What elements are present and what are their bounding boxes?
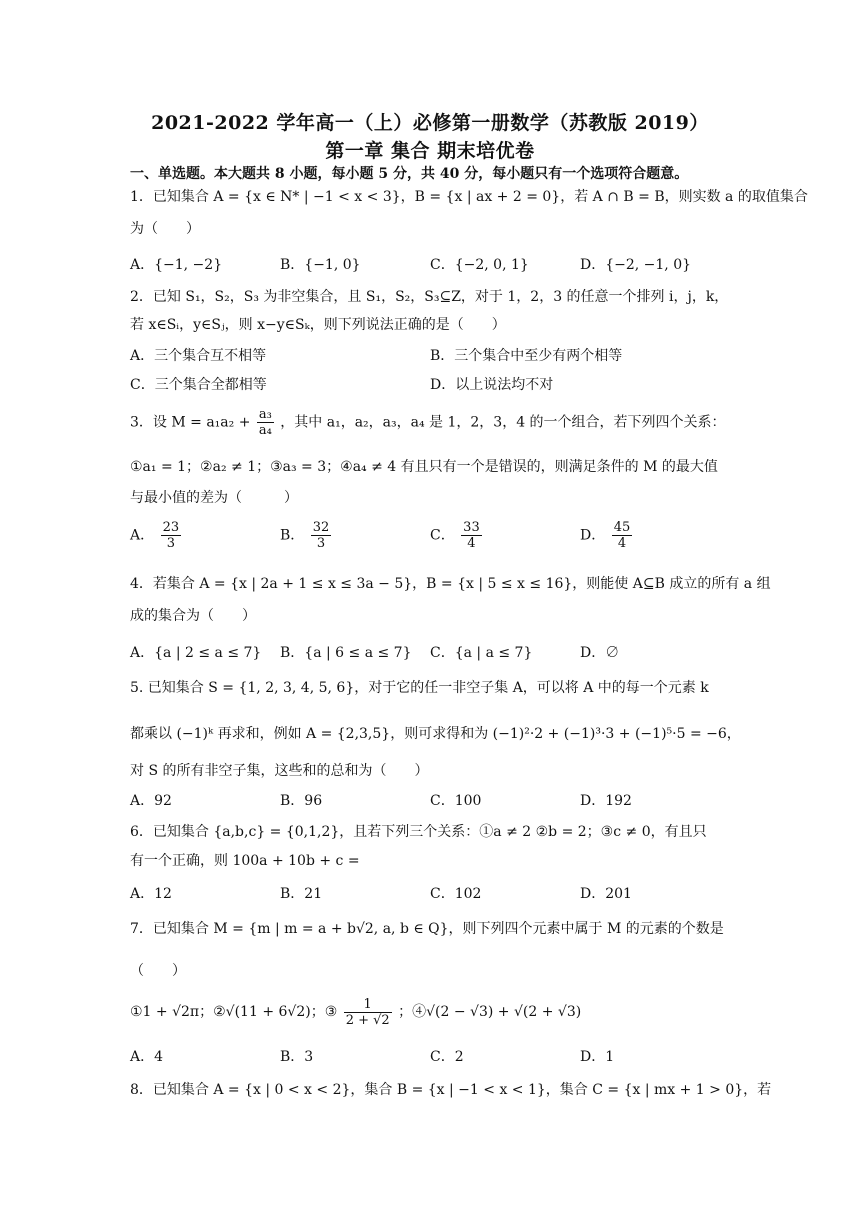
q3-option-c-frac xyxy=(461,520,482,551)
q7-items-part1: ①1 + √2π；②√(11 + 6√2)；③ xyxy=(130,1004,338,1020)
q7-stem-cont: （ ） xyxy=(130,963,186,979)
q5-option-d: D．192 xyxy=(580,793,632,809)
q3-d-num: 45 xyxy=(613,520,631,535)
q2-option-c: C．三个集合全都相等 xyxy=(130,377,267,393)
q3-fraction-num: a₃ xyxy=(258,407,272,422)
q5-stem-cont: 都乘以 (−1)ᵏ 再求和，例如 A = {2,3,5}，则可求得和为 (−1)²·2 + (−1)³·3 + (−1)⁵·5 = −6， xyxy=(130,726,741,742)
q5-option-a: A．92 xyxy=(130,793,172,809)
q3-option-a xyxy=(130,520,183,551)
q3-option-c-label: C． xyxy=(430,527,455,544)
q2-stem-cont: 若 x∈Sᵢ，y∈Sⱼ，则 x−y∈Sₖ，则下列说法正确的是（ ） xyxy=(130,317,506,333)
q2-option-a: A．三个集合互不相等 xyxy=(130,348,267,364)
q2-stem: 2．已知 S₁，S₂，S₃ 为非空集合，且 S₁，S₂，S₃⊆Z，对于 1，2，3 的任意一个排列 i，j，k， xyxy=(130,289,729,305)
q3-stem-cont2: 与最小值的差为（ ） xyxy=(130,490,298,506)
q1-stem-cont: 为（ ） xyxy=(130,221,200,237)
q4-option-a: A．{a | 2 ≤ a ≤ 7} xyxy=(130,645,262,661)
q3-option-d xyxy=(580,520,634,551)
q1-stem: 1．已知集合 A = {x ∈ N* | −1 < x < 3}，B = {x | ax + 2 = 0}，若 A ∩ B = B，则实数 a 的取值集合 xyxy=(130,189,808,205)
q3-c-den: 4 xyxy=(467,536,476,551)
section-heading: 一、单选题。本大题共 8 小题，每小题 5 分，共 40 分，每小题只有一个选项符合题意。 xyxy=(130,166,689,182)
q5-stem-cont2: 对 S 的所有非空子集，这些和的总和为（ ） xyxy=(130,763,429,779)
q7-frac-den: 2 + √2 xyxy=(345,1012,390,1028)
q7-frac-num: 1 xyxy=(344,997,392,1013)
q3-option-b xyxy=(280,520,333,551)
q1-option-a: A．{−1, −2} xyxy=(130,257,223,273)
q1-option-d: D．{−2, −1, 0} xyxy=(580,257,692,273)
q3-a-den: 3 xyxy=(166,536,175,551)
q6-stem: 6．已知集合 {a,b,c} = {0,1,2}，且若下列三个关系：①a ≠ 2 ②b = 2；③c ≠ 0，有且只 xyxy=(130,824,707,840)
q3-option-c xyxy=(430,520,484,551)
q4-stem-cont: 成的集合为（ ） xyxy=(130,608,256,624)
q3-option-d-frac xyxy=(612,520,633,551)
q3-c-num: 33 xyxy=(463,520,480,535)
q3-b-den: 3 xyxy=(316,536,326,551)
q7-option-d: D．1 xyxy=(580,1049,615,1065)
q7-option-c: C．2 xyxy=(430,1049,464,1065)
q3-option-d-label: D． xyxy=(580,527,606,544)
q3-stem-suffix: ，其中 a₁，a₂，a₃，a₄ 是 1，2，3，4 的一个组合，若下列四个关系： xyxy=(280,414,726,431)
q5-stem: 5. 已知集合 S = {1, 2, 3, 4, 5, 6}，对于它的任一非空子集 A，可以将 A 中的每一个元素 k xyxy=(130,680,709,696)
q3-stem-cont: ①a₁ = 1；②a₂ ≠ 1；③a₃ = 3；④a₄ ≠ 4 有且只有一个是错误的，则满足条件的 M 的最大值 xyxy=(130,459,718,475)
q6-stem-cont: 有一个正确，则 100a + 10b + c = xyxy=(130,853,360,869)
q7-option-a: A．4 xyxy=(130,1049,164,1065)
q7-items xyxy=(130,996,734,1028)
q4-option-d: D．∅ xyxy=(580,645,620,661)
q4-option-b: B．{a | 6 ≤ a ≤ 7} xyxy=(280,645,412,661)
q5-option-b: B．96 xyxy=(280,793,323,809)
q6-option-d: D．201 xyxy=(580,886,632,902)
q3-b-num: 32 xyxy=(312,520,330,535)
q3-fraction xyxy=(257,407,274,438)
q3-option-b-label: B． xyxy=(280,527,305,544)
q7-stem: 7．已知集合 M = {m | m = a + b√2, a, b ∈ Q}，则下列四个元素中属于 M 的元素的个数是 xyxy=(130,921,724,937)
doc-title: 2021-2022 学年高一（上）必修第一册数学（苏教版 2019） xyxy=(151,112,709,134)
q6-option-b: B．21 xyxy=(280,886,323,902)
q7-items-part2: ；④√(2 − √3) + √(2 + √3) xyxy=(398,1004,582,1020)
doc-subtitle: 第一章 集合 期末培优卷 xyxy=(325,140,535,162)
q2-option-d: D．以上说法均不对 xyxy=(430,377,554,393)
q8-stem: 8．已知集合 A = {x | 0 < x < 2}，集合 B = {x | −1 < x < 1}，集合 C = {x | mx + 1 > 0}，若 xyxy=(130,1082,772,1098)
q4-option-c: C．{a | a ≤ 7} xyxy=(430,645,533,661)
q3-fraction-den: a₄ xyxy=(258,423,272,438)
q3-option-a-label: A． xyxy=(130,527,155,544)
q4-stem: 4．若集合 A = {x | 2a + 1 ≤ x ≤ 3a − 5}，B = {x | 5 ≤ x ≤ 16}，则能使 A⊆B 成立的所有 a 组 xyxy=(130,576,771,592)
q5-option-c: C．100 xyxy=(430,793,482,809)
q7-item-fraction xyxy=(344,997,392,1028)
q6-option-c: C．102 xyxy=(430,886,482,902)
q3-stem xyxy=(130,407,734,438)
q3-d-den: 4 xyxy=(617,536,627,551)
q6-option-a: A．12 xyxy=(130,886,172,902)
q1-option-c: C．{−2, 0, 1} xyxy=(430,257,529,273)
q1-option-b: B．{−1, 0} xyxy=(280,257,361,273)
q3-a-num: 23 xyxy=(162,520,180,535)
q7-option-b: B．3 xyxy=(280,1049,314,1065)
q3-option-b-frac xyxy=(311,520,332,551)
q2-option-b: B．三个集合中至少有两个相等 xyxy=(430,348,623,364)
q3-stem-prefix: 3．设 M = a₁a₂ + xyxy=(130,414,251,431)
q3-option-a-frac xyxy=(161,520,182,551)
